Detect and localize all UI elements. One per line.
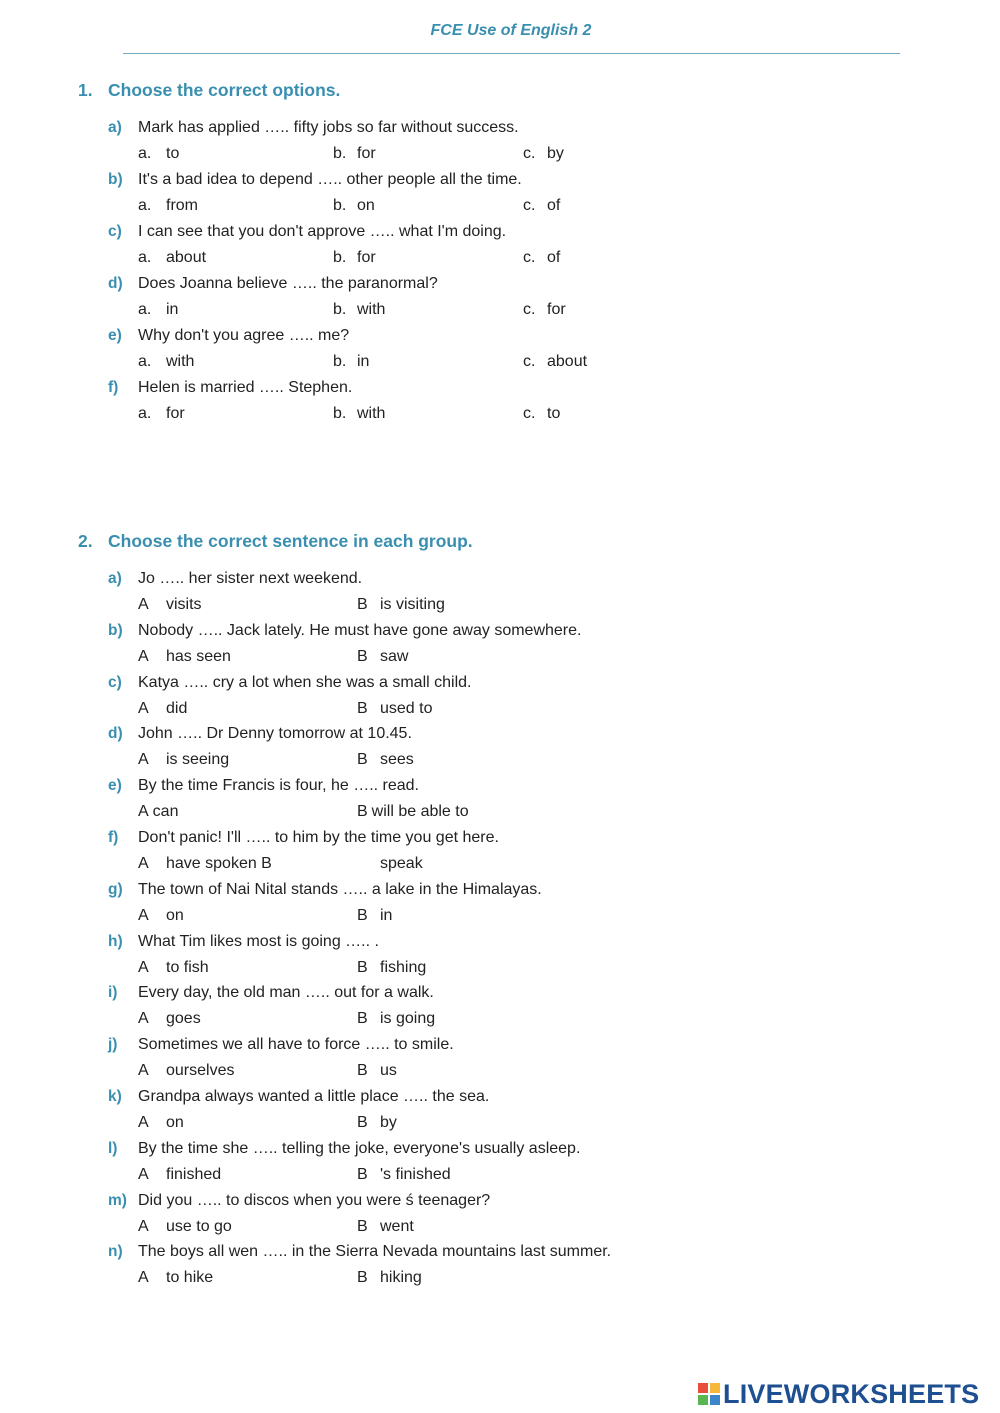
question-text: Jo ….. her sister next weekend.: [138, 570, 363, 587]
question-text: John ….. Dr Denny tomorrow at 10.45.: [138, 725, 412, 743]
option: [357, 1216, 414, 1238]
option-text: has seen: [166, 647, 231, 665]
option-label: a.: [138, 145, 152, 162]
option: [138, 1060, 234, 1082]
logo-block: [698, 1383, 708, 1393]
option-label: A: [138, 1217, 149, 1235]
question-text: Helen is married ….. Stephen.: [138, 379, 353, 396]
option-text: is seeing: [166, 751, 230, 769]
question-text: Mark has applied ….. fifty jobs so far without success.: [138, 119, 519, 136]
section-title: [78, 80, 340, 101]
question-letter: a): [108, 119, 122, 136]
option: [357, 957, 426, 979]
option-label: c.: [523, 249, 536, 266]
option: [357, 1267, 422, 1289]
option-text: to: [547, 405, 561, 422]
question-letter: j): [108, 1036, 118, 1054]
option-text: with: [357, 301, 386, 318]
option-text: goes: [166, 1010, 201, 1028]
option-text: sees: [380, 751, 414, 769]
option-label: B: [357, 906, 368, 924]
question-letter: b): [108, 171, 123, 188]
option-label: b.: [333, 145, 347, 162]
option-label: A: [138, 699, 149, 717]
option-text: can: [152, 803, 179, 821]
option: [138, 1267, 213, 1289]
question-letter: e): [108, 777, 122, 795]
question-letter: l): [108, 1139, 118, 1157]
option-text: on: [166, 1114, 184, 1131]
question-text: Nobody ….. Jack lately. He must have gone away somewhere.: [138, 621, 582, 639]
option-label: c.: [523, 405, 536, 422]
option: [138, 1216, 232, 1238]
option-label: B: [357, 1217, 368, 1235]
option-label: A: [138, 1165, 149, 1183]
section-number: 2.: [78, 531, 93, 551]
question-text: The boys all wen ….. in the Sierra Nevada mountains last summer.: [138, 1243, 612, 1261]
option: [138, 957, 209, 979]
option-text: of: [547, 249, 561, 266]
option-label: A: [138, 596, 149, 613]
option-text: for: [357, 249, 376, 266]
option-text: speak: [380, 855, 423, 872]
question-text: Sometimes we all have to force ….. to smile.: [138, 1036, 454, 1054]
option: [138, 195, 198, 217]
option-text: is going: [380, 1010, 436, 1028]
option: [138, 801, 178, 823]
option-label: b.: [333, 405, 347, 422]
option-label: c.: [523, 145, 536, 162]
option-label: B: [357, 1165, 368, 1183]
option: [523, 247, 560, 269]
option-text: about: [547, 353, 588, 370]
option-text: for: [357, 145, 376, 162]
question-text: Why don't you agree ….. me?: [138, 327, 350, 344]
option: [333, 351, 369, 373]
option-text: did: [166, 699, 188, 717]
option: [138, 403, 185, 425]
question-letter: d): [108, 725, 123, 743]
option: [138, 1164, 221, 1186]
option-text: from: [166, 197, 198, 214]
option: [138, 351, 194, 373]
option: [138, 594, 202, 616]
option-text: us: [380, 1062, 397, 1080]
option-label: B: [357, 1114, 368, 1131]
option-text: on: [357, 197, 375, 214]
option-label: B: [357, 1010, 368, 1028]
option-text: to fish: [166, 958, 209, 976]
option-text: about: [166, 249, 207, 266]
option-label: a.: [138, 249, 152, 266]
option: [357, 1060, 397, 1082]
question-letter: d): [108, 275, 123, 292]
question-letter: h): [108, 932, 123, 950]
option-text: will be able to: [371, 803, 469, 821]
option-text: saw: [380, 647, 409, 665]
option-text: to: [166, 145, 180, 162]
option-text: have spoken B: [166, 855, 272, 872]
option: [523, 351, 587, 373]
option: [357, 646, 408, 668]
option-text: by: [547, 145, 564, 162]
question-text: Every day, the old man ….. out for a walk.: [138, 984, 434, 1002]
question-text: By the time she ….. telling the joke, everyone's usually asleep.: [138, 1139, 581, 1157]
option-text: visits: [166, 596, 202, 613]
option-label: a.: [138, 301, 152, 318]
option-label: b.: [333, 301, 347, 318]
option: [357, 1164, 451, 1186]
option: [523, 195, 560, 217]
option-text: went: [380, 1217, 414, 1235]
page-header-title: FCE Use of English 2: [430, 22, 592, 39]
header-divider: [123, 53, 900, 54]
question-text: Don't panic! I'll ….. to him by the time you get here.: [138, 829, 499, 846]
option: [357, 594, 445, 616]
option: [523, 403, 560, 425]
option: [138, 1008, 201, 1030]
question-letter: n): [108, 1243, 123, 1261]
question-text: Did you ….. to discos when you were ś teenager?: [138, 1191, 491, 1209]
option-label: B: [357, 699, 368, 717]
option: [357, 853, 423, 875]
option-label: B: [357, 1269, 368, 1287]
question-text: By the time Francis is four, he ….. read.: [138, 777, 419, 795]
option-text: in: [380, 906, 393, 924]
question-letter: m): [108, 1191, 127, 1209]
question-text: I can see that you don't approve ….. what I'm doing.: [138, 223, 507, 240]
logo-text: LIVEWORKSHEETS: [723, 1378, 980, 1409]
option: [138, 853, 272, 875]
option-label: a.: [138, 405, 152, 422]
question-letter: f): [108, 829, 119, 846]
option-text: on: [166, 906, 184, 924]
option: [357, 1008, 435, 1030]
section-title-text: Choose the correct sentence in each group.: [108, 531, 473, 551]
section-number: 1.: [78, 80, 93, 100]
option-label: A: [138, 1062, 149, 1080]
option-text: finished: [166, 1165, 222, 1183]
option-text: in: [166, 301, 179, 318]
question-text: Does Joanna believe ….. the paranormal?: [138, 275, 438, 292]
option-text: of: [547, 197, 561, 214]
option: [357, 698, 432, 720]
option: [138, 905, 184, 927]
option-text: fishing: [380, 958, 427, 976]
option-text: ourselves: [166, 1062, 235, 1080]
option: [138, 1112, 184, 1134]
question-text: It's a bad idea to depend ….. other people all the time.: [138, 171, 522, 188]
logo-block: [710, 1395, 720, 1405]
option-text: for: [547, 301, 566, 318]
option-text: with: [166, 353, 195, 370]
option-text: use to go: [166, 1217, 232, 1235]
question-letter: c): [108, 673, 122, 691]
option: [523, 299, 566, 321]
option-label: B: [357, 596, 368, 613]
option-label: b.: [333, 353, 347, 370]
option-text: is visiting: [380, 596, 445, 613]
question-text: What Tim likes most is going ….. .: [138, 932, 379, 950]
option-label: b.: [333, 197, 347, 214]
logo-block: [698, 1395, 708, 1405]
option: [333, 299, 385, 321]
question-text: The town of Nai Nital stands ….. a lake in the Himalayas.: [138, 880, 542, 898]
option-label: c.: [523, 301, 536, 318]
logo-block: [710, 1383, 720, 1393]
liveworksheets-logo: [698, 1376, 979, 1412]
section-title-text: Choose the correct options.: [108, 80, 341, 100]
option: [333, 247, 376, 269]
option-label: a.: [138, 353, 152, 370]
section-title: [78, 531, 473, 552]
option-label: c.: [523, 353, 536, 370]
option: [357, 749, 414, 771]
option: [138, 646, 231, 668]
option-label: B: [357, 647, 368, 665]
option-label: a.: [138, 197, 152, 214]
option-text: with: [357, 405, 386, 422]
option-text: in: [357, 353, 370, 370]
option-label: A: [138, 751, 149, 769]
question-letter: i): [108, 984, 118, 1002]
logo-blocks-icon: [698, 1383, 720, 1405]
option: [138, 698, 187, 720]
option-text: to hike: [166, 1269, 214, 1287]
option: [357, 905, 392, 927]
option-label: A: [138, 906, 149, 924]
question-letter: g): [108, 880, 123, 898]
option: [138, 247, 206, 269]
question-text: Grandpa always wanted a little place ….. the sea.: [138, 1088, 490, 1105]
option: [138, 299, 178, 321]
option-label: b.: [333, 249, 347, 266]
option-text: used to: [380, 699, 433, 717]
option: [357, 1112, 397, 1134]
option-label: B: [357, 958, 368, 976]
option: [333, 143, 376, 165]
option: [333, 403, 385, 425]
question-letter: b): [108, 621, 123, 639]
option-label: B: [357, 1062, 368, 1080]
option-label: A: [138, 958, 149, 976]
option: [357, 801, 469, 823]
question-text: Katya ….. cry a lot when she was a small child.: [138, 673, 472, 691]
option-text: by: [380, 1114, 397, 1131]
option-label: B: [357, 751, 368, 769]
option-label: A: [138, 1010, 149, 1028]
option-label: A: [138, 647, 149, 665]
option-text: hiking: [380, 1269, 422, 1287]
option: [333, 195, 375, 217]
option-label: A: [138, 1269, 149, 1287]
question-letter: a): [108, 570, 122, 587]
option-text: 's finished: [380, 1165, 451, 1183]
option-text: for: [166, 405, 185, 422]
question-letter: k): [108, 1088, 122, 1105]
option: [138, 749, 229, 771]
option-label: A: [138, 1114, 149, 1131]
question-letter: c): [108, 223, 122, 240]
option-label: A: [138, 803, 149, 821]
question-letter: e): [108, 327, 122, 344]
option: [138, 143, 179, 165]
option-label: c.: [523, 197, 536, 214]
option: [523, 143, 564, 165]
option-label: A: [138, 855, 149, 872]
question-letter: f): [108, 379, 119, 396]
option-label: B: [357, 803, 368, 821]
